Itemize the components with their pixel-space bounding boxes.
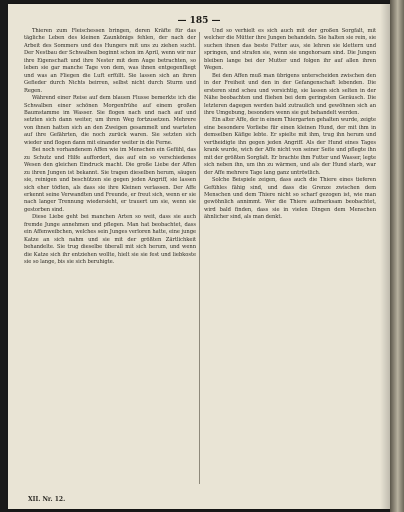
paragraph: Bei den Affen muß man übrigens unterscheiden zwischen den in der Freiheit und den in der Gefangenschaft lebenden. Die ersteren sind scheu und vorsichtig, sie lassen sich selten in der Nähe beobachten und fliehen bei dem geringsten Geräusch. Die letzteren dagegen werden bald zutraulich und gewöhnen sich an ihre Umgebung, besonders wenn sie gut behandelt werden. — [204, 72, 376, 116]
paragraph: Thieren zum Fleischessen bringen, deren Kräfte für das tägliche Leben des kleinen Zaunkönigs fehlen, der nach der Arbeit des Sommers und des Hungers mit uns zu ziehen sucht. Der Nestbau der Schwalben beginnt schon im April, wenn wir nur ihre Eigenschaft und ihre Nester mit dem Auge betrachten, so leben sie gar manche Tage von dem, was ihnen entgegenfliegt und was an Fliegen die Luft erfüllt. Sie lassen sich an ihren Gefieder durch Nichts beirren, selbst nicht durch Sturm und Regen. — [24, 28, 196, 94]
paragraph: Solche Beispiele zeigen, dass auch die Thiere eines tieferen Gefühles fähig sind, und dass die Grenze zwischen dem Menschen und dem Thiere nicht so scharf gezogen ist, wie man gewöhnlich annimmt. Wer die Thiere aufmerksam beobachtet, wird bald finden, dass sie in vielen Dingen dem Menschen ähnlicher sind, als man denkt. — [204, 177, 376, 221]
book-spine — [390, 0, 404, 512]
scanned-page — [8, 4, 390, 509]
paragraph: Diese Liebe geht bei manchen Arten so weit, dass sie auch fremde Junge annehmen und pflegen. Man hat beobachtet, dass ein Affenweibchen, welches sein Junges verloren hatte, eine junge Katze an sich nahm und sie mit der größten Zärtlichkeit behandelte. Sie trug dieselbe überall mit sich herum, und wenn die Katze sich ihr entziehen wollte, hielt sie sie fest und liebkoste sie so lange, bis sie sich beruhigte. — [24, 214, 196, 266]
page-footer: XII. Nr. 12. — [28, 496, 66, 503]
paragraph: Und so verhielt es sich auch mit der großen Sorgfalt, mit welcher die Mütter ihre Jungen behandeln. Sie halten sie rein, sie suchen ihnen das beste Futter aus, sie lehren sie klettern und springen, und strafen sie, wenn sie ungehorsam sind. Die Jungen bleiben lange bei der Mutter und folgen ihr auf allen ihren Wegen. — [204, 28, 376, 72]
paragraph: Ein alter Affe, der in einem Thiergarten gehalten wurde, zeigte eine besondere Vorliebe für einen kleinen Hund, der mit ihm in demselben Käfige lebte. Er spielte mit ihm, trug ihn herum und vertheidigte ihn gegen jeden Angriff. Als der Hund eines Tages krank wurde, wich der Affe nicht von seiner Seite und pflegte ihn mit der größten Sorgfalt. Er brachte ihm Futter und Wasser, legte sich neben ihn, um ihn zu wärmen, und als der Hund starb, war der Affe mehrere Tage lang ganz untröstlich. — [204, 117, 376, 176]
column-divider — [199, 32, 200, 484]
left-text-column — [24, 28, 196, 490]
page-number: — 185 — — [177, 16, 221, 26]
paragraph: Bei noch vorhandenem Affen wie im Menschen ein Gefühl, das zu Schutz und Hilfe auffordert, das auf ein so verschiedenes Wesen den gleichen Eindruck macht. Die große Liebe der Affen zu ihren Jungen ist bekannt. Sie tragen dieselben herum, säugen sie, reinigen und beschützen sie gegen jeden Angriff, sie lassen sich eher tödten, als dass sie ihre Kleinen verlassen. Der Affe erkennt seine Verwandten und Freunde, er freut sich, wenn er sie nach langer Trennung wiedersieht, er trauert um sie, wenn sie gestorben sind. — [24, 147, 196, 213]
paragraph: Während einer Reise auf dem blauen Flusse bemerkte ich die Schwalben einer schönen Morgenfrühe auf einem großen Baumstamme im Wasser. Sie flogen nach und nach auf und setzten sich dann weiter, um ihren Weg fortzusetzen. Mehrere von ihnen hatten sich an den Zweigen gesammelt und warteten auf ihre Gefährten, die noch zurück waren. Sie setzten sich wieder und flogen dann mit einander weiter in die Ferne. — [24, 95, 196, 146]
right-text-column — [204, 28, 376, 490]
gutter-shadow — [380, 4, 390, 509]
